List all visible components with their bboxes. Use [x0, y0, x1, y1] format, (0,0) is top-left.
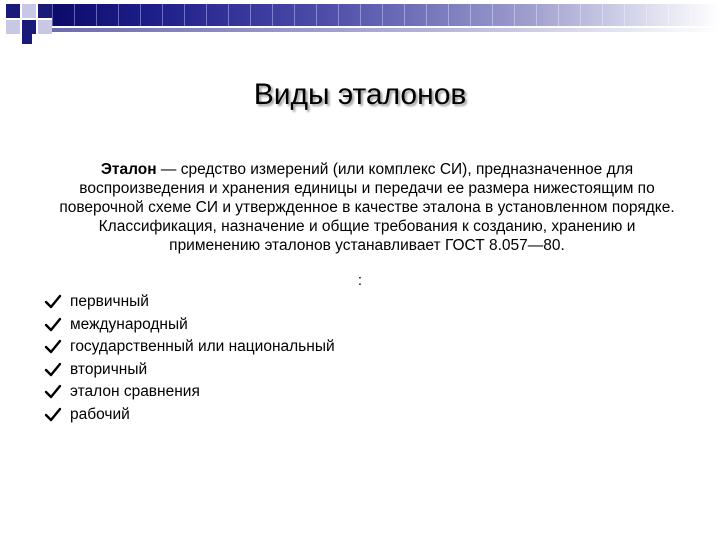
list-item: [44, 314, 335, 337]
list-item: [44, 336, 335, 359]
list-item-label: государственный или национальный: [70, 338, 335, 355]
list-item-label: рабочий: [70, 405, 130, 423]
list-item: [44, 381, 335, 404]
list-item-label: вторичный: [70, 360, 148, 378]
list-item: [44, 291, 335, 314]
check-icon: [44, 362, 62, 378]
check-icon: [44, 339, 62, 355]
check-icon: [44, 317, 62, 333]
list-item: [44, 359, 335, 382]
corner-squares-decoration: [0, 0, 60, 44]
list-item-label: международный: [70, 315, 188, 333]
definition-term: Эталон: [100, 161, 157, 178]
colon-line: :: [357, 272, 363, 289]
header-decoration: [0, 0, 720, 44]
list-item: [44, 404, 335, 427]
definition-text: — средство измерений (или комплекс СИ), предназначенное для воспроизведения и хранения единицы и передачи ее размера нижестоящим по поверочной схеме СИ и утвержденное в качестве эталона в установленном порядке. Классификация, назначение и общие требования к созданию, хранению и применению эталонов устанавливает ГОСТ 8.057—80.: [59, 161, 675, 254]
definition-paragraph: [56, 160, 678, 255]
list-item-label: эталон сравнения: [70, 383, 200, 400]
slide-title: Виды эталонов: [253, 78, 467, 111]
check-icon: [44, 294, 62, 310]
list-item-label: первичный: [70, 293, 149, 310]
header-strip-grid: [52, 4, 720, 26]
check-icon: [44, 384, 62, 400]
header-underline-strip: [52, 28, 720, 32]
check-icon: [44, 407, 62, 423]
etalon-types-list: [44, 291, 335, 426]
